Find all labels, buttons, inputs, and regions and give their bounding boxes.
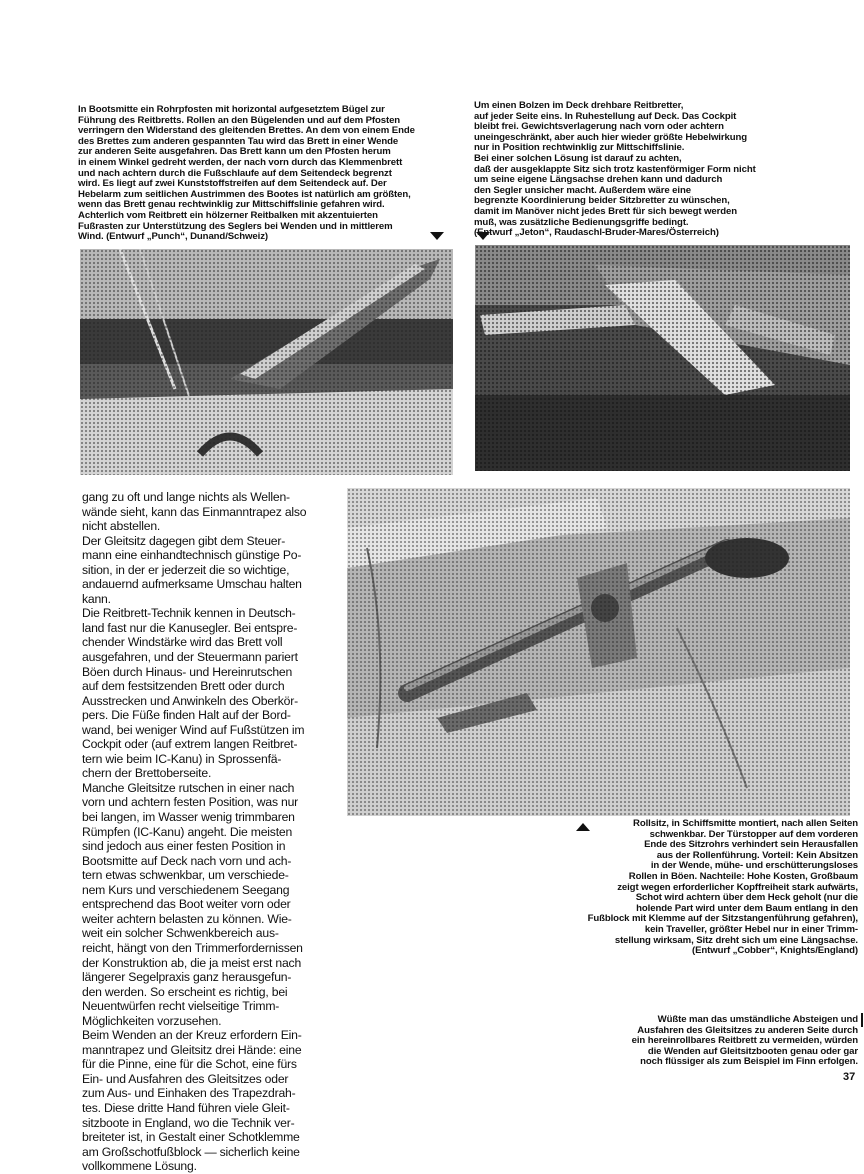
caption-jeton: Um einen Bolzen im Deck drehbare Reitbretter, auf jeder Seite eins. In Ruhestellung auf Deck. Das Cockpit bleibt frei. Gewichtsverlagerung nach vorn oder achtern uneingeschränkt, aber auch hier wieder größte Hebelwirkung nur in Position rechtwinklig zur Mittschiffslinie. Bei einer solchen Lösung ist darauf zu achten, daß der ausgeklappte Sitz sich trotz kastenförmiger Form nicht um seine eigene Längsachse drehen kann und dadurch den Segler unsicher macht. Außerdem wäre eine begrenzte Koordinierung beider Sitzbretter zu wünschen, damit im Manöver nicht jedes Brett für sich bewegt werden muß, was zusätzliche Bedienungsgriffe bedingt. (Entwurf „Jeton“, Raudaschl-Bruder-Mares/Österreich) xyxy=(474,100,756,239)
caption-cobber: Rollsitz, in Schiffsmitte montiert, nach allen Seiten schwenkbar. Der Türstopper auf dem vorderen Ende des Sitzrohrs verhindert sein Herausfallen aus der Rollenführung. Vorteil: Kein Absitzen in der Wende, mühe- und erschütterungsloses Rollen in Böen. Nachteile: Hohe Kosten, Großbaum zeigt wegen erforderlicher Kopffreiheit stark aufwärts, Schot wird achtern über dem Heck geholt (nur die holende Part wird unter dem Baum entlang in den Fußblock mit Klemme auf der Sitzstangenführung gefahren), kein Traveller, größter Hebel nur in einer Trimm- stellung wirksam, Sitz dreht sich um eine Längsachse. (Entwurf „Cobber“, Knights/England) xyxy=(587,818,858,957)
article-body: gang zu oft und lange nichts als Wellen- wände sieht, kann das Einmanntrapez also nicht abstellen. Der Gleitsitz dagegen gibt dem Steuer- mann eine einhandtechnisch günstige Po- sition, in der er jederzeit die so wichtige, andauernd aufmerksame Umschau halten kann. Die Reitbrett-Technik kennen in Deutsch- land fast nur die Kanusegler. Bei entspre- chender Windstärke wird das Brett voll ausgefahren, und der Steuermann pariert Böen durch Hinaus- und Hereinrutschen auf dem festsitzenden Brett oder durch Ausstrecken und Anwinkeln des Oberkör- pers. Die Füße finden Halt auf der Bord- wand, bei weniger Wind auf Fußstützen im Cockpit oder (auf extrem langen Reitbret- tern wie beim IC-Kanu) in Sprossenfä- chern der Brettoberseite. Manche Gleitsitze rutschen in einer nach vorn und achtern festen Position, was nur bei langen, im Wasser wenig trimmbaren Rümpfen (IC-Kanu) angeht. Die meisten sind jedoch aus einer festen Position in Bootsmitte auf Deck nach vorn und ach- tern etwas schwenkbar, um verschiede- nem Kurs und verschiedenem Seegang entsprechend das Boot weiter vorn oder weiter achtern belasten zu können. Wie- weit ein solcher Schwenkbereich aus- reicht, hängt von den Trimmerfordernissen der Konstruktion ab, die ja meist erst nach längerer Segelpraxis ganz herausgefun- den werden. So erscheint es richtig, bei Neuentwürfen recht vielseitige Trimm- Möglichkeiten vorzusehen. Beim Wenden an der Kreuz erfordern Ein- manntrapez und Gleitsitz drei Hände: eine für die Pinne, eine für die Schot, eine fürs Ein- und Ausfahren des Gleitsitzes oder zum Aus- und Einhaken des Trapezdrah- tes. Diese dritte Hand führen viele Gleit- sitzboote in England, wo die Technik ver- breiteter ist, in Gestalt einer Schotklemme am Großschotfußblock — sicherlich keine vollkommene Lösung. xyxy=(82,490,307,1174)
photo-jeton-boards xyxy=(475,245,850,471)
caption-punch: In Bootsmitte ein Rohrpfosten mit horizontal aufgesetztem Bügel zur Führung des Reitbretts. Rollen an den Bügelenden und auf dem Pfosten verringern den Widerstand des gleitenden Brettes. An dem von einem Ende des Brettes zum anderen gespannten Tau wird das Brett in einer Wende zur anderen Seite ausgefahren. Das Brett kann um den Pfosten herum in einem Winkel gedreht werden, der nach vorn durch das Klemmenbrett und nach achtern durch die Fußschlaufe auf dem Seitendeck begrenzt wird. Es liegt auf zwei Kunststoffstreifen auf dem Seitendeck auf. Der Hebelarm zum seitlichen Austrimmen des Bootes ist natürlich am größten, wenn das Brett genau rechtwinklig zur Mittschiffslinie gefahren wird. Achterlich vom Reitbrett ein hölzerner Reitbalken mit akzentuierten Fußrasten zur Unterstützung des Seglers bei Wenden und in mittlerem Wind. (Entwurf „Punch“, Dunand/Schweiz) xyxy=(78,104,415,243)
margin-rule xyxy=(861,1013,863,1027)
page-number: 37 xyxy=(843,1071,856,1083)
pointer-down-icon xyxy=(430,232,444,240)
photo-cobber-rollsitz xyxy=(347,488,850,816)
pointer-down-icon xyxy=(476,232,490,240)
caption-reitbrett-note: Wüßte man das umständliche Absteigen und Ausfahren des Gleitsitzes zu anderen Seite durch ein hereinrollbares Reitbrett zu vermeiden, würden die Wenden auf Gleitsitzbooten genau oder gar noch flüssiger als zum Beispiel im Finn erfolgen. xyxy=(631,1014,858,1068)
photo-punch-seat xyxy=(80,249,453,475)
